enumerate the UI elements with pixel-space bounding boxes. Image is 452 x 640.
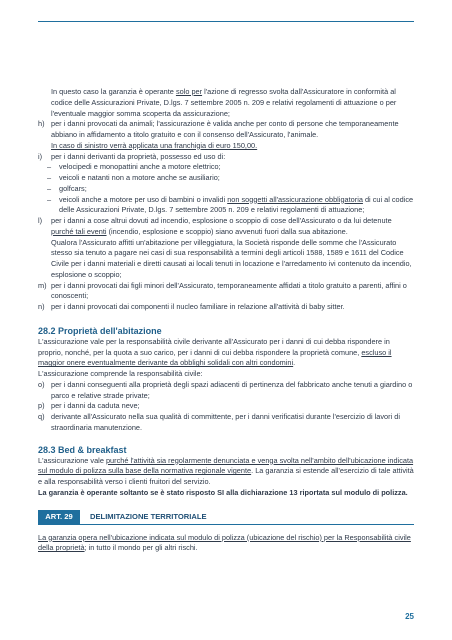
intro-paragraph: [38, 87, 414, 119]
clause-p-text: per i danni da caduta neve;: [51, 401, 140, 411]
section-text-end: .: [293, 358, 296, 368]
section-28-3-bold-note: La garanzia è operante soltanto se è stato risposto SI alla dichiarazione 13 riportata sul modulo di polizza.: [38, 487, 408, 497]
list-item-text: veicoli anche a motore per uso di bambini o invalidi: [59, 194, 228, 204]
header-rule: [38, 21, 414, 22]
dash-marker: –: [47, 194, 52, 204]
franchise-note: In caso di sinistro verrà applicata una franchigia di euro 150,00.: [51, 140, 258, 150]
list-item-underlined: non soggetti all'assicurazione obbligatoria: [227, 194, 363, 204]
clause-o: [38, 380, 414, 402]
section-28-3-paragraph: [38, 456, 414, 488]
clause-q: [38, 412, 414, 434]
article-29-text: [38, 533, 414, 555]
clause-m-text: per i danni provocati dai figli minori dell'Assicurato, temporaneamente affidati a titolo gratuito a parenti, affini o conoscenti;: [51, 280, 407, 301]
document-body: [38, 87, 414, 554]
clause-marker: p): [38, 401, 45, 411]
section-text-end: . La garanzia si estende all'esercizio di tale attività e alla responsabilità verso i clienti fruitori del servizio.: [38, 466, 414, 486]
clause-l-underlined: purché tali eventi: [51, 226, 107, 236]
clause-l-text: per i danni a cose altrui dovuti ad incendio, esplosione o scoppio di cose dell'Assicurato o da lui detenute: [51, 216, 392, 225]
section-28-2-paragraph: [38, 337, 414, 369]
clause-marker: q): [38, 412, 45, 421]
clause-n: [38, 302, 414, 313]
article-underlined: La garanzia opera nell'ubicazione indicata sul modulo di polizza (ubicazione del rischio) per la Responsabilità civile della proprietà: [38, 532, 411, 553]
clause-marker: m): [38, 280, 47, 290]
clause-marker: n): [38, 302, 45, 311]
list-item-text: golfcars;: [59, 183, 87, 193]
section-underlined: purché l'attività sia regolarmente denunciata e venga svolta nell'ambito dell'ubicazione indicata sul modulo di polizza sulla base della normativa regionale vigente: [38, 455, 414, 476]
dash-marker: –: [47, 183, 52, 193]
section-text: L'assicurazione vale: [38, 455, 106, 465]
intro-underlined: solo per: [175, 87, 203, 96]
clause-i: [38, 152, 414, 163]
clause-i-text: per i danni derivanti da proprietà, possesso ed uso di:: [51, 151, 226, 161]
clause-marker: l): [38, 216, 43, 225]
clause-marker: i): [38, 151, 43, 161]
clause-p: [38, 401, 414, 412]
clause-o-text: per i danni conseguenti alla proprietà degli spazi adiacenti di pertinenza del fabbricato anche tenuti a giardino o parco e relative strade private;: [51, 379, 413, 400]
clause-q-text: derivante all'Assicurato nella sua qualità di committente, per i danni verificatisi durante l'esercizio di lavori di straordinaria manutenzione.: [51, 412, 400, 432]
article-title: DELIMITAZIONE TERRITORIALE: [90, 511, 207, 521]
intro-text-end: l'azione di regresso svolta dall'Assicuratore in conformità al codice delle Assicurazioni Private, D.lgs. 7 settembre 2005 n. 209 e relativi regolamenti di attuazione o per l'eventuale maggior somma scoperta da assicurazione;: [51, 87, 397, 118]
clause-n-text: per i danni provocati dai componenti il nucleo familiare in relazione all'attività di baby sitter.: [51, 302, 345, 311]
list-item-text: veicoli e natanti non a motore anche se ausiliario;: [59, 173, 220, 182]
clause-h-text: per i danni provocati da animali; l'assicurazione è valida anche per conto di persone che temporaneamente abbiano in affidamento a titolo gratuito e con il consenso dell'Assicurato, l'animale.: [51, 119, 399, 139]
list-item: [38, 184, 414, 195]
dash-marker: –: [47, 162, 52, 172]
clause-marker: o): [38, 379, 45, 389]
dash-marker: –: [47, 173, 52, 182]
clause-l-text-end: (incendio, esplosione e scoppio) siano avvenuti fuori dalla sua abitazione.: [106, 226, 348, 236]
section-title-28-3: 28.3 Bed & breakfast: [38, 444, 127, 455]
clause-l-paragraph: Qualora l'Assicurato affitti un'abitazione per villeggiatura, la Società risponde delle somme che l'Assicurato stesso sia tenuto a pagare nei casi di sua responsabilità a termini degli articoli 1588, 1589 e 1611 del Codice Civile per i danni materiali e diretti causati ai locali tenuti in locazione e l'arredamento ivi contenuto da incendio, esplosione o scoppio;: [51, 237, 412, 279]
list-item-text: velocipedi e monopattini anche a motore elettrico;: [59, 162, 221, 172]
list-item-text-end: di cui al codice delle Assicurazioni Private, D.lgs. 7 settembre 2005 n. 209 e relativi regolamenti di attuazione;: [59, 194, 414, 215]
clause-marker: h): [38, 119, 45, 129]
article-text-end: ; in tutto il mondo per gli altri rischi.: [84, 543, 198, 553]
page-number: 25: [405, 612, 414, 621]
list-item: [38, 195, 414, 217]
intro-text: In questo caso la garanzia è operante: [51, 87, 176, 96]
list-item: [38, 162, 414, 173]
clause-h: [38, 119, 414, 151]
section-title-28-2: 28.2 Proprietà dell'abitazione: [38, 325, 162, 336]
list-item: [38, 173, 414, 184]
section-text: L'assicurazione vale per la responsabilità civile derivante all'Assicurato per i danni di cui debba rispondere in proprio, nonché, per la quota a suo carico, per i danni di cui debba rispondere la proprietà comune,: [38, 336, 390, 357]
section-28-2-intro: L'assicurazione comprende la responsabilità civile:: [38, 369, 203, 378]
article-badge: ART. 29: [38, 510, 80, 524]
clause-l: [38, 216, 414, 281]
section-underlined: escluso il maggior onere eventualmente derivante da obblighi solidali con altri condomini: [38, 347, 392, 368]
article-29-header: [38, 510, 414, 525]
clause-m: [38, 281, 414, 303]
